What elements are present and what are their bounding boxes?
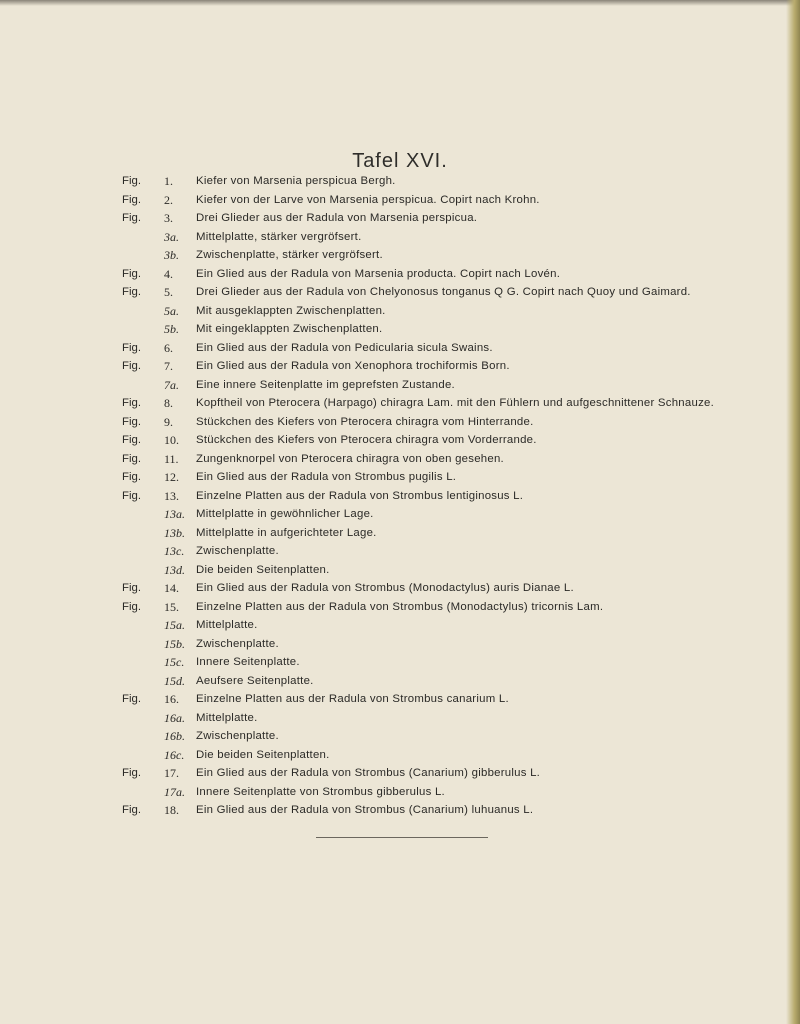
- caption-text: Zwischenplatte.: [196, 545, 279, 557]
- fig-number: 15a.: [164, 618, 185, 632]
- fig-label: Fig.: [122, 415, 141, 428]
- caption-text: Stückchen des Kiefers von Pterocera chiragra vom Vorderrande.: [196, 434, 537, 446]
- fig-number: 7a.: [164, 377, 179, 392]
- fig-label: Fig.: [122, 193, 141, 206]
- fig-number: 10.: [164, 433, 179, 447]
- caption-text: Ein Glied aus der Radula von Pedicularia sicula Swains.: [196, 341, 493, 354]
- fig-number: 16b.: [164, 729, 185, 743]
- caption-entry: [122, 635, 762, 654]
- caption-text: Mittelplatte in aufgerichteter Lage.: [196, 526, 377, 539]
- caption-entry: [122, 450, 762, 469]
- fig-label: Fig.: [122, 600, 141, 613]
- fig-number: 13a.: [164, 507, 185, 521]
- caption-entry: [122, 468, 762, 487]
- caption-text: Die beiden Seitenplatten.: [196, 563, 330, 576]
- fig-number: 15d.: [164, 673, 185, 688]
- fig-number: 3.: [164, 211, 173, 225]
- caption-text: Ein Glied aus der Radula von Xenophora trochiformis Born.: [196, 360, 510, 372]
- fig-label: Fig.: [122, 693, 141, 705]
- fig-label: Fig.: [122, 267, 141, 280]
- fig-label: Fig.: [122, 175, 141, 187]
- fig-number: 9.: [164, 414, 173, 429]
- caption-entry: [122, 561, 762, 580]
- caption-entry: [122, 542, 762, 561]
- caption-text: Einzelne Platten aus der Radula von Strombus lentiginosus L.: [196, 489, 524, 502]
- fig-label: Fig.: [122, 212, 141, 224]
- fig-label: Fig.: [122, 489, 141, 502]
- caption-text: Aeufsere Seitenplatte.: [196, 674, 314, 687]
- fig-number: 13b.: [164, 525, 185, 540]
- caption-text: Kiefer von Marsenia perspicua Bergh.: [196, 175, 396, 187]
- caption-text: Innere Seitenplatte von Strombus gibberulus L.: [196, 785, 445, 798]
- fig-label: Fig.: [122, 286, 141, 298]
- caption-text: Mittelplatte in gewöhnlicher Lage.: [196, 508, 374, 520]
- caption-text: Ein Glied aus der Radula von Marsenia producta. Copirt nach Lovén.: [196, 267, 561, 280]
- caption-text: Zungenknorpel von Pterocera chiragra von oben gesehen.: [196, 452, 504, 465]
- fig-number: 6.: [164, 340, 173, 355]
- fig-number: 16a.: [164, 710, 185, 725]
- caption-entry: [122, 228, 762, 247]
- caption-text: Zwischenplatte, stärker vergröfsert.: [196, 249, 383, 261]
- caption-entry: [122, 320, 762, 339]
- caption-entry: [122, 746, 762, 765]
- fig-label: Fig.: [122, 471, 141, 483]
- fig-number: 17.: [164, 766, 179, 780]
- fig-number: 16c.: [164, 747, 185, 762]
- fig-number: 2.: [164, 192, 173, 207]
- fig-label: Fig.: [122, 582, 141, 594]
- caption-entry: [122, 690, 762, 709]
- caption-entry: [122, 431, 762, 450]
- caption-entry: [122, 376, 762, 395]
- caption-text: Mittelplatte, stärker vergröfsert.: [196, 230, 362, 243]
- caption-entry: [122, 579, 762, 598]
- caption-text: Kiefer von der Larve von Marsenia perspicua. Copirt nach Krohn.: [196, 193, 540, 206]
- fig-number: 7.: [164, 359, 173, 373]
- caption-entry: [122, 709, 762, 728]
- fig-number: 14.: [164, 581, 179, 595]
- caption-text: Mit ausgeklappten Zwischenplatten.: [196, 304, 386, 317]
- caption-entry: [122, 672, 762, 691]
- fig-label: Fig.: [122, 360, 141, 372]
- caption-text: Ein Glied aus der Radula von Strombus pugilis L.: [196, 471, 457, 483]
- caption-entry: [122, 209, 762, 228]
- fig-number: 16.: [164, 692, 179, 706]
- fig-number: 15.: [164, 599, 179, 614]
- figure-caption-list: [122, 172, 762, 820]
- caption-text: Eine innere Seitenplatte im geprefsten Zustande.: [196, 378, 455, 391]
- fig-label: Fig.: [122, 434, 141, 446]
- caption-entry: [122, 172, 762, 191]
- caption-entry: [122, 524, 762, 543]
- caption-entry: [122, 487, 762, 506]
- fig-number: 5.: [164, 285, 173, 299]
- fig-label: Fig.: [122, 767, 141, 779]
- caption-entry: [122, 394, 762, 413]
- fig-number: 5b.: [164, 322, 179, 336]
- fig-number: 13d.: [164, 562, 185, 577]
- caption-text: Stückchen des Kiefers von Pterocera chiragra vom Hinterrande.: [196, 415, 534, 428]
- caption-entry: [122, 653, 762, 672]
- caption-text: Mittelplatte.: [196, 619, 258, 631]
- caption-entry: [122, 727, 762, 746]
- fig-label: Fig.: [122, 452, 141, 465]
- caption-entry: [122, 191, 762, 210]
- fig-number: 3b.: [164, 248, 179, 262]
- caption-text: Drei Glieder aus der Radula von Marsenia perspicua.: [196, 212, 478, 224]
- caption-text: Ein Glied aus der Radula von Strombus (Canarium) luhuanus L.: [196, 804, 534, 816]
- fig-number: 13c.: [164, 544, 185, 558]
- fig-label: Fig.: [122, 804, 141, 816]
- caption-text: Zwischenplatte.: [196, 730, 279, 742]
- fig-label: Fig.: [122, 341, 141, 354]
- fig-number: 1.: [164, 174, 173, 188]
- fig-number: 18.: [164, 803, 179, 817]
- caption-text: Einzelne Platten aus der Radula von Strombus canarium L.: [196, 693, 509, 705]
- caption-entry: [122, 764, 762, 783]
- fig-number: 15c.: [164, 655, 185, 669]
- caption-entry: [122, 339, 762, 358]
- caption-entry: [122, 616, 762, 635]
- caption-text: Zwischenplatte.: [196, 637, 279, 650]
- caption-entry: [122, 598, 762, 617]
- fig-label: Fig.: [122, 397, 141, 409]
- fig-number: 4.: [164, 266, 173, 281]
- caption-text: Drei Glieder aus der Radula von Chelyonosus tonganus Q G. Copirt nach Quoy und Gaimard.: [196, 286, 691, 298]
- fig-number: 13.: [164, 488, 179, 503]
- page-top-shadow: [0, 0, 800, 6]
- caption-text: Ein Glied aus der Radula von Strombus (Monodactylus) auris Dianae L.: [196, 582, 574, 594]
- caption-entry: [122, 413, 762, 432]
- caption-entry: [122, 505, 762, 524]
- caption-text: Einzelne Platten aus der Radula von Strombus (Monodactylus) tricornis Lam.: [196, 600, 604, 613]
- page-title: Tafel XVI.: [352, 150, 448, 172]
- fig-number: 5a.: [164, 303, 179, 318]
- caption-text: Die beiden Seitenplatten.: [196, 748, 330, 761]
- fig-number: 17a.: [164, 784, 185, 799]
- caption-text: Ein Glied aus der Radula von Strombus (Canarium) gibberulus L.: [196, 767, 541, 779]
- caption-text: Mit eingeklappten Zwischenplatten.: [196, 323, 383, 335]
- caption-entry: [122, 283, 762, 302]
- caption-text: Innere Seitenplatte.: [196, 656, 300, 668]
- bottom-rule: [316, 837, 488, 838]
- fig-number: 12.: [164, 470, 179, 484]
- caption-entry: [122, 265, 762, 284]
- caption-entry: [122, 246, 762, 265]
- fig-number: 15b.: [164, 636, 185, 651]
- caption-entry: [122, 357, 762, 376]
- caption-entry: [122, 801, 762, 820]
- caption-text: Kopftheil von Pterocera (Harpago) chiragra Lam. mit den Fühlern und aufgeschnittener Schnauze.: [196, 397, 715, 409]
- caption-text: Mittelplatte.: [196, 711, 258, 724]
- caption-entry: [122, 783, 762, 802]
- fig-number: 8.: [164, 396, 173, 410]
- fig-number: 11.: [164, 451, 179, 466]
- caption-entry: [122, 302, 762, 321]
- fig-number: 3a.: [164, 229, 179, 244]
